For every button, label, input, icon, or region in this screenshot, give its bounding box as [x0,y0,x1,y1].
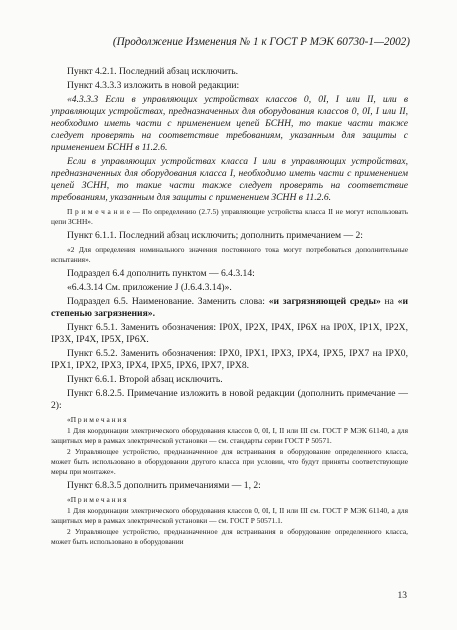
paragraph-4-2-1: Пункт 4.2.1. Последний абзац исключить. [67,66,239,77]
note-1: 1 Для координации электрического оборудования классов 0, 0I, I, II или III см. ГОСТ Р МЭК 61140, а для защитных мер в рамках электрической установки — см. ГОСТ Р 50571.1. [51,506,408,525]
bold-new-phrase: «и степенью загрязнения». [51,296,408,319]
note-label: П р и м е ч а н и е [67,207,130,216]
page-number: 13 [397,591,407,601]
note-class-ii [51,207,408,227]
note-2: 2 Управляющее устройство, предназначенное для встраивания в оборудование определенного класса, может быть использовано в оборудовании [51,527,408,546]
paragraph-4-3-3-3-intro: Пункт 4.3.3.3 изложить в новой редакции: [67,80,240,91]
notes-heading: «П р и м е ч а н и я [67,415,127,424]
page-header: (Продолжение Изменения № 1 к ГОСТ Р МЭК 60730-1—2002) [112,36,410,48]
paragraph-6-8-3-5: Пункт 6.8.3.5 дополнить примечаниями — 1, 2: [67,480,261,491]
bold-old-phrase: «и загрязняющей среды» [268,296,381,307]
note-2: 2 Управляющее устройство, предназначенное для встраивания в оборудование определенного класса, может быть использовано в оборудовании другого класса при условии, что будут приняты соответствующие меры при монтаже». [51,447,408,476]
text-segment: Подраздел 6.5. Наименование. Заменить слова: [67,296,269,307]
note-text: — По определению (2.7.5) управляющие устройства класса II не могут использовать цепи ЗСНН». [51,207,409,226]
paragraph-6-5-2: Пункт 6.5.2. Заменить обозначения: IPX0, IPX1, IPX3, IPX4, IPX5, IPX7 на IPX0, IPX1, IPX2, IPX3, IPX4, IPX5, IPX6, IPX7, IPX8. [51,348,408,371]
paragraph-6-6-1: Пункт 6.6.1. Второй абзац исключить. [67,374,223,385]
paragraph-6-8-2-5: Пункт 6.8.2.5. Примечание изложить в новой редакции (дополнить примечание — 2): [51,388,408,411]
paragraph-6-1-1: Пункт 6.1.1. Последний абзац исключить; дополнить примечанием — 2: [67,230,363,241]
note-1: 1 Для координации электрического оборудования классов 0, 0I, I, II или III см. ГОСТ Р МЭК 61140, а для защитных мер в рамках электрической установки — см. стандарты серии ГОСТ Р 50571. [51,426,408,445]
note-dc-current: «2 Для определения номинального значения постоянного тока могут потребоваться дополнительные испытания». [51,245,408,264]
paragraph-4-3-3-3-zsnn: Если в управляющих устройствах класса I или в управляющих устройствах, предназначенных для оборудования класса I, необходимо иметь части с применением цепей ЗСНН, то такие части также следует проверять на соответствие требованиям, указанным для защиты с применением ЗСНН в 11.2.6. [51,156,408,203]
paragraph-4-3-3-3-text: «4.3.3.3 Если в управляющих устройствах классов 0, 0I, I или II, или в управляющих устройствах, предназначенных для оборудования классов 0, 0I, I или II, необходимо иметь части с применением цепей БСНН, то такие части также следует проверять на соответствие требованиям, указанным для защиты с применением БСНН в 11.2.6. [51,94,408,153]
text-segment: на [380,296,398,307]
paragraph-6-5 [51,296,408,320]
paragraph-6-4-3-14: «6.4.3.14 См. приложение J (J.6.4.3.14)». [67,282,232,293]
page-content [51,66,408,550]
paragraph-6-4: Подраздел 6.4 дополнить пунктом — 6.4.3.14: [67,268,255,279]
notes-heading: «П р и м е ч а н и я [67,495,127,504]
paragraph-6-5-1: Пункт 6.5.1. Заменить обозначения: IP0X, IP2X, IP4X, IP6X на IP0X, IP1X, IP2X, IP3X, IP4X, IP5X, IP6X. [51,322,408,345]
